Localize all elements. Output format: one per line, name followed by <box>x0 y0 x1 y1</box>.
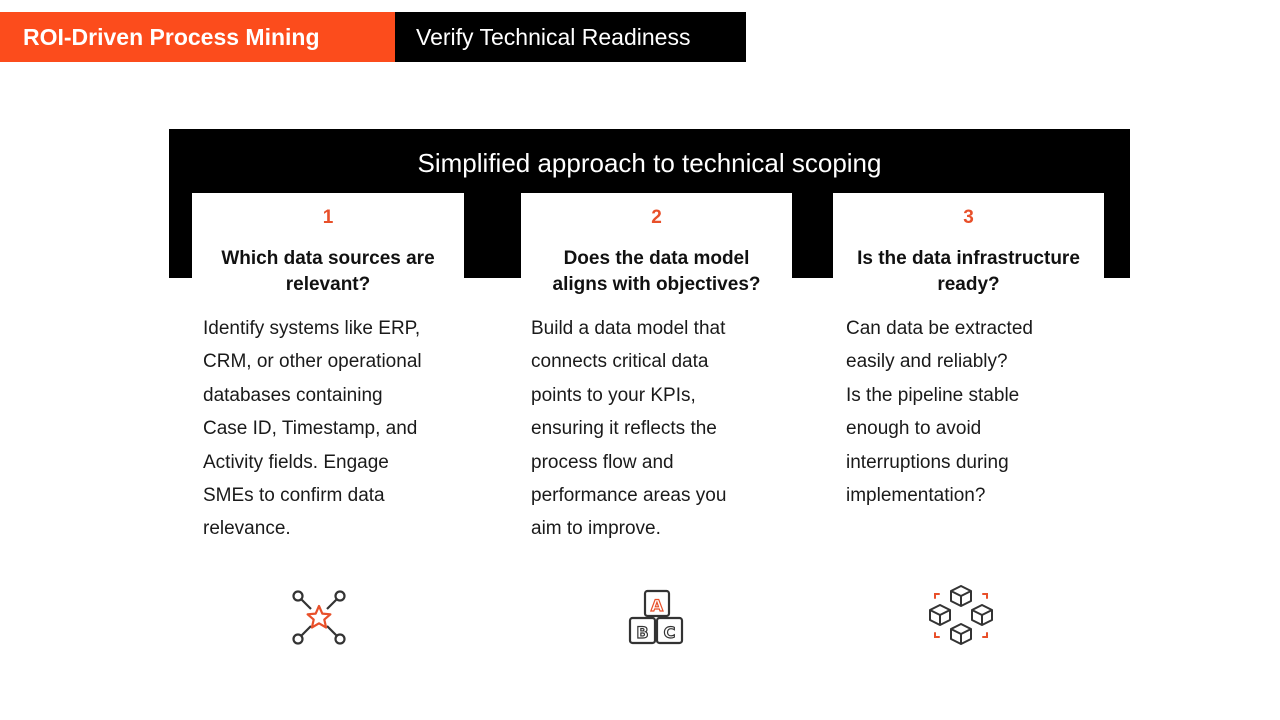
card-body-line: Activity fields. Engage <box>203 451 389 473</box>
card-question-line: relevant? <box>285 274 371 295</box>
card-body-line: points to your KPIs, <box>531 384 696 406</box>
card-body-line: interruptions during <box>846 451 1009 473</box>
block-letter-c: C <box>663 623 676 642</box>
card-body <box>531 312 726 546</box>
slide-title-label: Verify Technical Readiness <box>416 23 691 50</box>
card-body-line: performance areas you <box>531 485 727 507</box>
section-tag <box>0 12 395 62</box>
card-body-line: CRM, or other operational <box>203 351 422 373</box>
block-letter-b: B <box>636 623 649 642</box>
card-question-line: Which data sources are <box>221 248 435 269</box>
card-body-line: Identify systems like ERP, <box>203 318 421 339</box>
card-body-line: relevance. <box>203 518 291 540</box>
card-body-line: process flow and <box>531 451 674 473</box>
slide-title <box>395 12 746 62</box>
card-question-line: aligns with objectives? <box>552 274 761 295</box>
card-question <box>521 246 792 298</box>
card-body <box>203 312 422 546</box>
network-star-icon <box>288 587 350 649</box>
card-question <box>192 246 464 298</box>
card-body-line: Build a data model that <box>531 318 726 339</box>
card-body-line: databases containing <box>203 384 383 406</box>
card-question-line: Is the data infrastructure <box>857 248 1080 269</box>
block-letter-a: A <box>650 596 664 615</box>
card-data-model <box>521 193 792 553</box>
card-body-line: Case ID, Timestamp, and <box>203 418 418 440</box>
card-data-sources <box>192 193 464 553</box>
abc-blocks-icon <box>626 587 688 647</box>
card-body-line: ensuring it reflects the <box>531 418 717 440</box>
cubes-cluster-icon <box>927 583 995 651</box>
card-body-line: SMEs to confirm data <box>203 485 385 507</box>
card-question-line: ready? <box>937 274 1000 295</box>
card-body-line: easily and reliably? <box>846 351 1008 373</box>
card-question-line: Does the data model <box>563 248 750 269</box>
card-body-line: aim to improve. <box>531 518 661 540</box>
card-infrastructure <box>833 193 1104 553</box>
card-body <box>846 312 1033 512</box>
card-body-line: connects critical data <box>531 351 709 373</box>
card-body-line: Is the pipeline stable <box>846 384 1020 406</box>
card-body-line: Can data be extracted <box>846 318 1033 339</box>
banner-title: Simplified approach to technical scoping <box>417 148 882 178</box>
card-number: 1 <box>322 207 334 228</box>
card-question <box>833 246 1104 298</box>
card-body-line: implementation? <box>846 485 986 507</box>
card-number: 3 <box>963 207 974 228</box>
section-tag-label: ROI-Driven Process Mining <box>23 23 320 50</box>
card-body-line: enough to avoid <box>846 418 982 440</box>
card-number: 2 <box>651 207 662 228</box>
